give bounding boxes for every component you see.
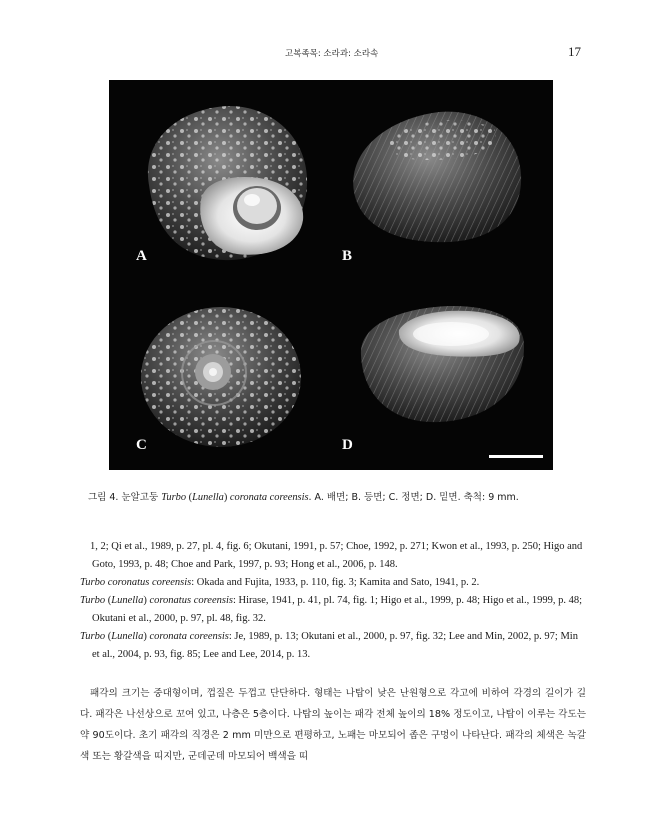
synonym-subgenus: Lunella (111, 595, 144, 606)
synonymy-entry-3: Turbo (Lunella) coronatus coreensis: Hirase, 1941, p. 41, pl. 74, fig. 1; Higo et al., 1999, p. 48; Higo et al., 1999, p. 48; Okutani et al., 2000, p. 97, pl. 48, fig. 32. (80, 595, 583, 624)
panel-label-c: C (136, 437, 147, 453)
caption-prefix: 그림 4. 눈알고둥 (88, 492, 162, 503)
caption-subgenus: Lunella (192, 492, 224, 503)
synonymy-entry-2 (80, 574, 586, 592)
panel-label-b: B (342, 248, 353, 264)
synonym-refs: : Je, 1989, p. 13; Okutani et al., 2000, p. 97, fig. 32; Lee and Min, 2002, p. 97; Min et al., 2004, p. 93, fig. 85; Lee and Lee, 2014, p. 13. (92, 631, 578, 660)
shell-figure (109, 80, 553, 470)
page-header (0, 44, 652, 64)
caption-species: coronata coreensis (229, 492, 309, 503)
shell-panel-c (141, 307, 301, 447)
figure-caption: 그림 4. 눈알고둥 Turbo (Lunella) coronata coreensis. A. 배면; B. 등면; C. 정면; D. 밑면. 축척: 9 mm. (88, 492, 519, 503)
page-number: 17 (568, 44, 581, 59)
caption-suffix: . A. 배면; B. 등면; C. 정면; D. 밑면. 축척: 9 mm. (308, 492, 519, 503)
synonym-name: Turbo coronatus coreensis (80, 577, 192, 588)
synonym-genus: Turbo (80, 631, 106, 642)
shell-panel-b (353, 112, 521, 243)
scale-bar (489, 455, 543, 458)
caption-genus: Turbo (161, 492, 187, 503)
synonymy-entry-4: Turbo (Lunella) coronata coreensis: Je, 1989, p. 13; Okutani et al., 2000, p. 97, fig. 32; Lee and Min, 2002, p. 97; Min et al., 2004, p. 93, fig. 85; Lee and Lee, 2014, p. 13. (80, 631, 578, 660)
synonym-species: coronata coreensis (149, 631, 229, 642)
shell-photographs (109, 80, 553, 470)
description-text: 패각의 크기는 중대형이며, 껍질은 두껍고 단단하다. 형태는 나탑이 낮은 난원형으로 각고에 비하여 각경의 길이가 길다. 패각은 나선상으로 꼬여 있고, 나층은 5층이다. 나탑의 높이는 패각 전체 높이의 18% 정도이고, 나탑이 이루는 각도는 약 90도이다. 초기 패각의 직경은 2 mm 미만으로 편평하고, 노패는 마모되어 좁은 구멍이 나타난다. 패각의 체색은 녹갈색 또는 황갈색을 띠지만, 군데군데 마모되어 백색을 띠 (80, 688, 586, 762)
shell-panel-a (148, 106, 307, 260)
synonym-genus: Turbo (80, 595, 106, 606)
synonymy-entry-1: 1, 2; Qi et al., 1989, p. 27, pl. 4, fig. 6; Okutani, 1991, p. 57; Choe, 1992, p. 271; Kwon et al., 1993, p. 250; Higo and Goto, 1993, p. 48; Choe and Park, 1997, p. 93; Hong et al., 2006, p. 148. (90, 541, 583, 570)
running-title: 고복족목: 소라과: 소라속 (285, 49, 379, 59)
synonym-subgenus: Lunella (111, 631, 144, 642)
synonym-refs: : Hirase, 1941, p. 41, pl. 74, fig. 1; Higo et al., 1999, p. 48; Higo et al., 1999, p. 48; Okutani et al., 2000, p. 97, pl. 48, fig. 32. (92, 595, 583, 624)
panel-label-a: A (136, 248, 147, 264)
panel-label-d: D (342, 437, 353, 453)
shell-panel-d (361, 306, 524, 422)
synonymy-list (80, 538, 586, 664)
synonym-refs: : Okada and Fujita, 1933, p. 110, fig. 3; Kamita and Sato, 1941, p. 2. (191, 577, 480, 588)
synonym-species: coronatus coreensis (149, 595, 233, 606)
description-paragraph (80, 683, 586, 767)
